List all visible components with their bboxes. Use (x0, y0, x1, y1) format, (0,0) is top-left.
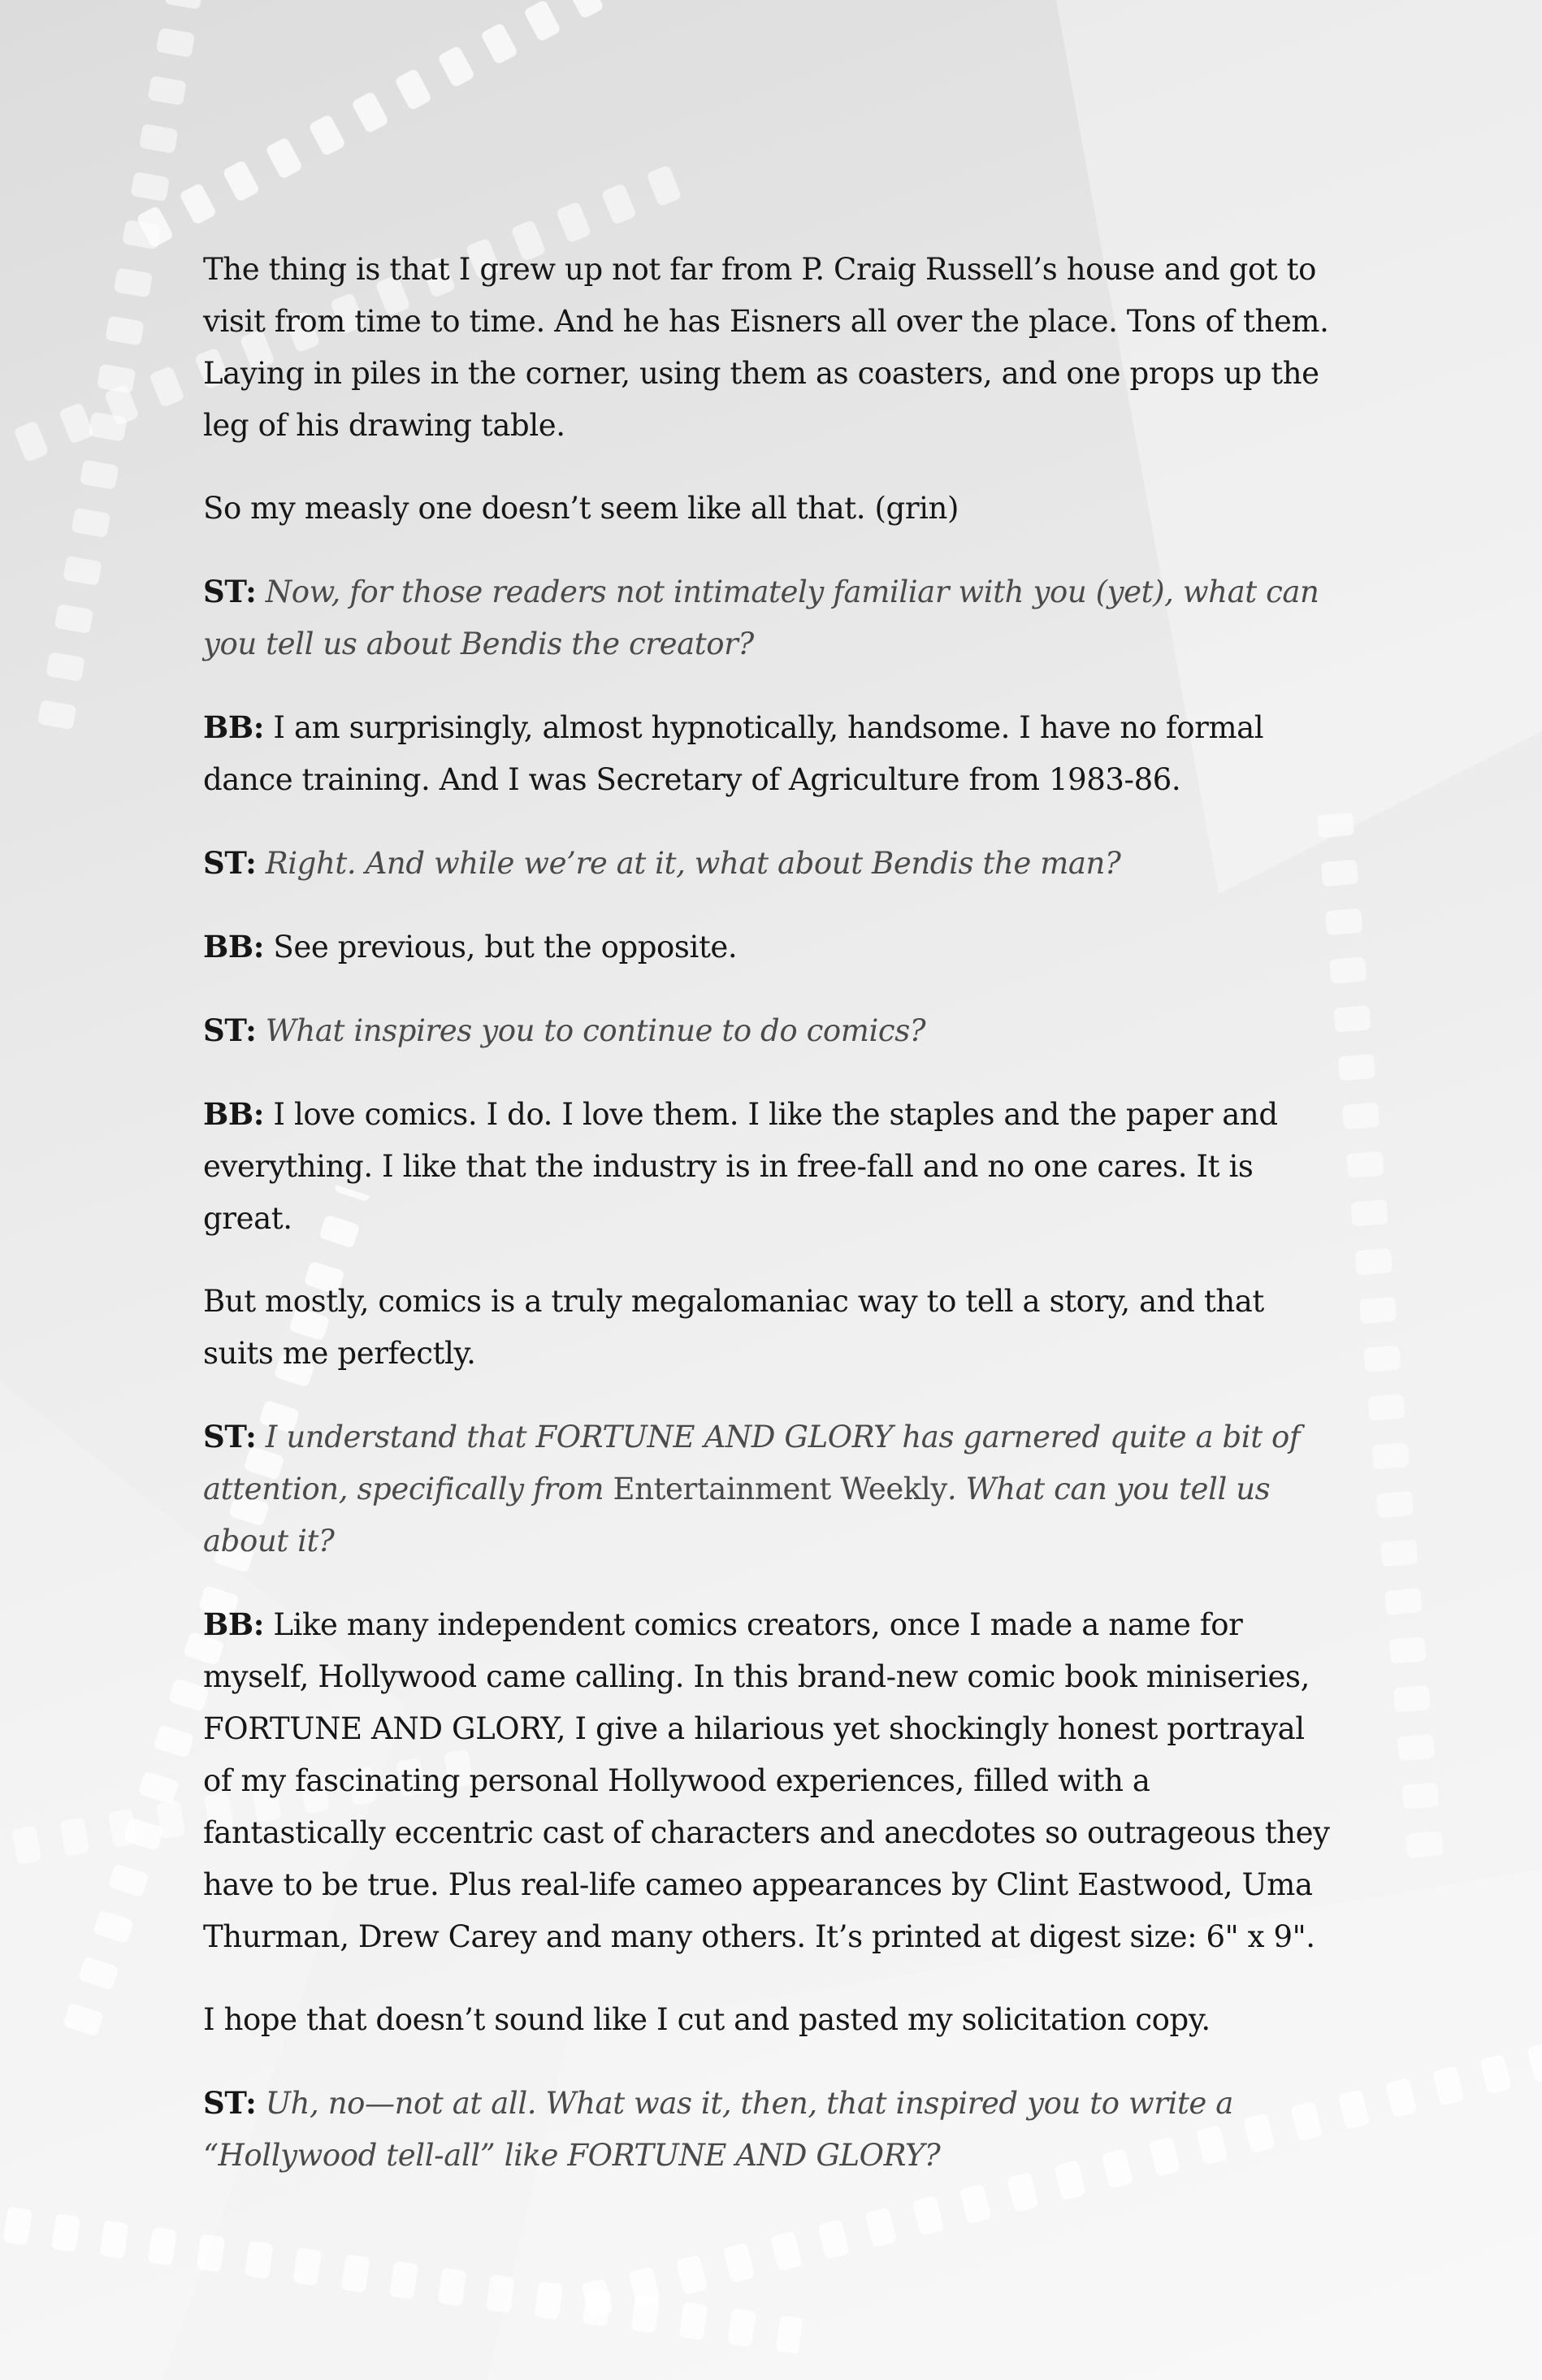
paragraph-text: The thing is that I grew up not far from P. Craig Russell’s house and got to visit from time to time. And he has Eisners all over the place. Tons of them. Laying in piles in the corner, using them as coasters, and one props up the leg of his drawing table. (203, 252, 1329, 443)
speaker-label: BB: (203, 929, 265, 965)
paragraph-11 (203, 1598, 1341, 1963)
speaker-label: BB: (203, 709, 265, 745)
paragraph-3 (203, 566, 1341, 670)
interview-text (203, 244, 1341, 2213)
speaker-label: ST: (203, 2085, 257, 2121)
speaker-label: BB: (203, 1606, 265, 1642)
answer-text: See previous, but the opposite. (273, 930, 738, 965)
paragraph-8 (203, 1088, 1341, 1245)
speaker-label: ST: (203, 845, 257, 881)
paragraph-6 (203, 921, 1341, 973)
question-text-part: I understand that FORTUNE AND GLORY has garnered quite a bit of attention, specifically from (203, 1420, 1301, 1506)
question-text (203, 1420, 1300, 1558)
answer-text: I am surprisingly, almost hypnotically, handsome. I have no formal dance training. And I was Secretary of Agriculture from 1983-86. (203, 710, 1264, 797)
speaker-label: ST: (203, 1419, 257, 1454)
paragraph-9 (203, 1276, 1341, 1380)
paragraph-text: So my measly one doesn’t seem like all that. (grin) (203, 491, 959, 526)
question-text: What inspires you to continue to do comics? (265, 1013, 926, 1048)
question-text-part: . What can you tell us about it? (203, 1472, 1271, 1558)
question-text: Now, for those readers not intimately familiar with you (yet), what can you tell us about Bendis the creator? (203, 574, 1319, 661)
paragraph-2 (203, 483, 1341, 535)
speaker-label: ST: (203, 574, 257, 609)
paragraph-7 (203, 1004, 1341, 1057)
paragraph-4 (203, 701, 1341, 806)
question-text: Uh, no—not at all. What was it, then, that inspired you to write a “Hollywood tell-all” like FORTUNE AND GLORY? (203, 2086, 1233, 2173)
paragraph-12 (203, 1994, 1341, 2046)
paragraph-5 (203, 837, 1341, 890)
answer-text: Like many independent comics creators, once I made a name for myself, Hollywood came calling. In this brand-new comic book miniseries, FORTUNE AND GLORY, I give a hilarious yet shockingly honest portrayal of my fascinating personal Hollywood experiences, filled with a fantastically eccentric cast of characters and anecdotes so outrageous they have to be true. Plus real-life cameo appearances by Clint Eastwood, Uma Thurman, Drew Carey and many others. It’s printed at digest size: 6" x 9". (203, 1607, 1330, 1954)
speaker-label: BB: (203, 1096, 265, 1132)
answer-text: I love comics. I do. I love them. I like the staples and the paper and everything. I like that the industry is in free-fall and no one cares. It is great. (203, 1097, 1278, 1236)
paragraph-text: But mostly, comics is a truly megalomaniac way to tell a story, and that suits me perfectly. (203, 1284, 1264, 1371)
paragraph-1 (203, 244, 1341, 452)
publication-name: Entertainment Weekly (613, 1472, 947, 1506)
paragraph-13 (203, 2077, 1341, 2182)
speaker-label: ST: (203, 1012, 257, 1048)
paragraph-10 (203, 1411, 1341, 1567)
question-text: Right. And while we’re at it, what about Bendis the man? (265, 846, 1121, 881)
paragraph-text: I hope that doesn’t sound like I cut and pasted my solicitation copy. (203, 2002, 1211, 2037)
